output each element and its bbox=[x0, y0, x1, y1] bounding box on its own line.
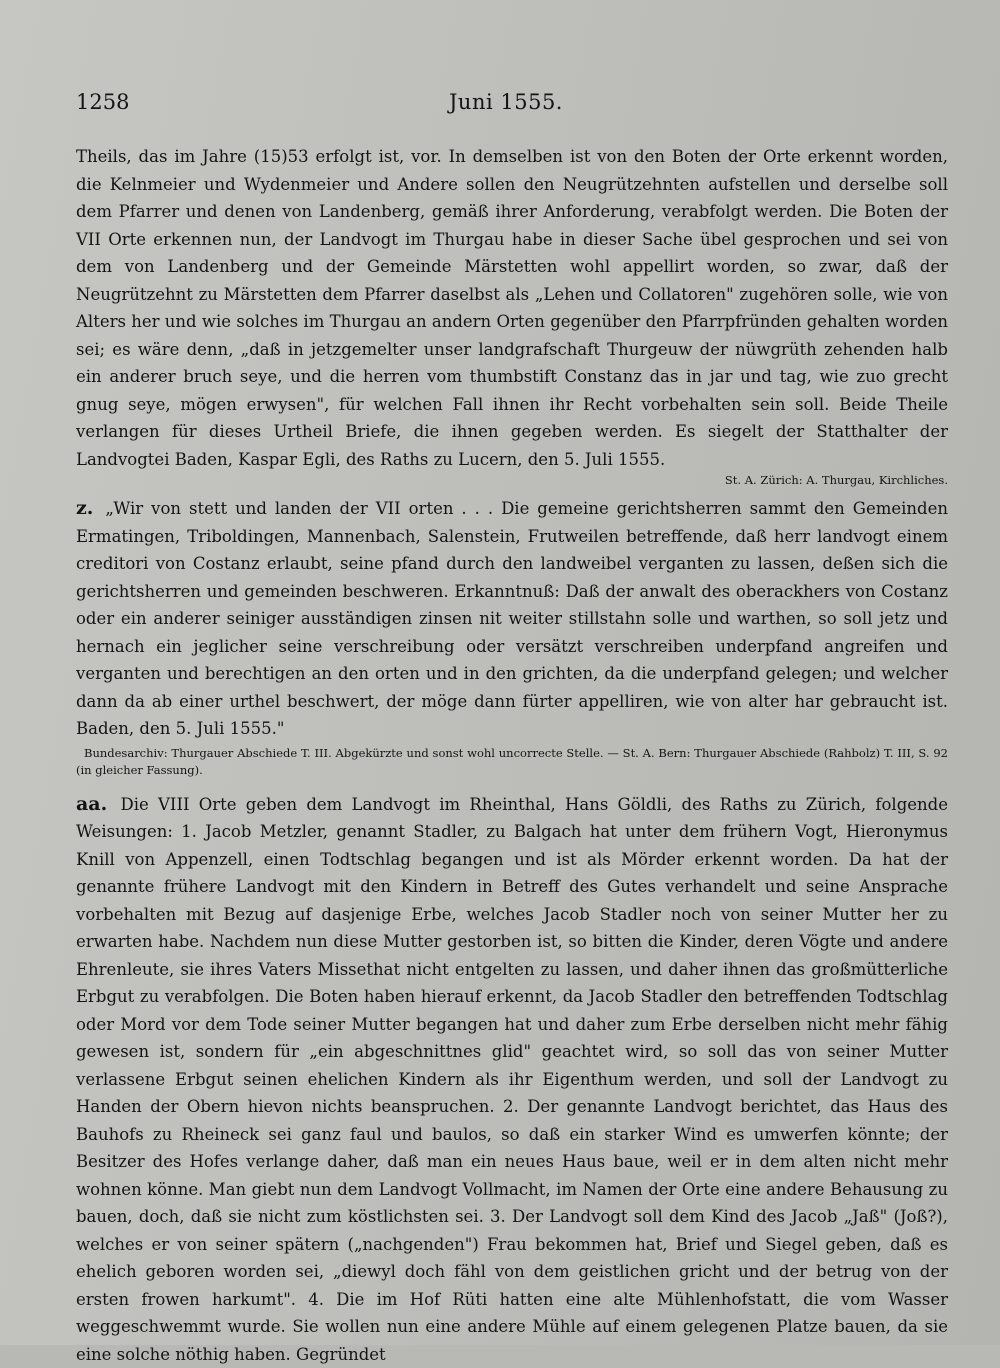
intro-citation: St. A. Zürich: A. Thurgau, Kirchliches. bbox=[76, 471, 948, 489]
section-aa bbox=[76, 791, 948, 1368]
body-text bbox=[76, 143, 948, 1368]
section-z-label: z. bbox=[76, 497, 93, 519]
section-z bbox=[76, 495, 948, 743]
page-number: 1258 bbox=[76, 90, 129, 114]
intro-paragraph: Theils, das im Jahre (15)53 erfolgt ist, vor. In demselben ist von den Boten der Orte erkennt worden, die Kelnmeier und Wydenmeier und Andere sollen den Neugrützehnten aufstellen und derselbe soll dem Pfarrer und denen von Landenberg, gemäß ihrer Anforderung, verabfolgt werden. Die Boten der VII Orte erkennen nun, der Landvogt im Thurgau habe in dieser Sache übel gesprochen und sei von dem von Landenberg und der Gemeinde Märstetten wohl appellirt worden, so zwar, daß der Neugrützehnt zu Märstetten dem Pfarrer daselbst als „Lehen und Collatoren" zugehören solle, wie von Alters her und wie solches im Thurgau an andern Orten gegenüber den Pfarrpfründen gehalten worden sei; es wäre denn, „daß in jetzgemelter unser landgrafschaft Thurgeuw der nüwgrüth zehenden halb ein anderer bruch seye, und die herren vom thumbstift Constanz das in jar und tag, wie zuo grecht gnug seye, mögen erwysen", für welchen Fall ihnen ihr Recht vorbehalten sein soll. Beide Theile verlangen für dieses Urtheil Briefe, die ihnen gegeben werden. Es siegelt der Statthalter der Landvogtei Baden, Kaspar Egli, des Raths zu Lucern, den 5. Juli 1555. bbox=[76, 143, 948, 473]
page-header bbox=[76, 90, 936, 120]
section-z-text: „Wir von stett und landen der VII orten . . . Die gemeine gerichtsherren sammt den Gemeinden Ermatingen, Triboldingen, Mannenbach, Salenstein, Frutweilen betreffende, daß herr landvogt einem creditori von Costanz erlaubt, seine pfand durch den landweibel verganten zu lassen, deßen sich die gerichtsherren und gemeinden beschweren. Erkanntnuß: Daß der anwalt des oberackhers von Costanz oder ein anderer seiniger ausständigen zinsen nit weiter stillstahn solle und warthen, so soll jetz und hernach ein jeglicher seine verschreibung oder versätzt verschreiben underpfand angreifen und verganten und berechtigen an den orten und in den grichten, da die underpfand gelegen; und welcher dann da ab einer urthel beschwert, der möge dann fürter appelliren, wie von alter har gebraucht ist. Baden, den 5. Juli 1555." bbox=[76, 499, 948, 738]
section-z-source: Bundesarchiv: Thurgauer Abschiede T. III. Abgekürzte und sonst wohl uncorrecte Stelle. — St. A. Bern: Thurgauer Abschiede (Rahbolz) T. III, S. 92 (in gleicher Fassung). bbox=[76, 745, 948, 779]
running-head: Juni 1555. bbox=[76, 90, 936, 114]
section-aa-label: aa. bbox=[76, 793, 107, 815]
section-aa-text: Die VIII Orte geben dem Landvogt im Rheinthal, Hans Göldli, des Raths zu Zürich, folgende Weisungen: 1. Jacob Metzler, genannt Stadler, zu Balgach hat unter dem frühern Vogt, Hieronymus Knill von Appenzell, einen Todtschlag begangen und ist als Mörder erkennt worden. Da hat der genannte frühere Landvogt mit den Kindern in Betreff des Gutes verhandelt und seine Ansprache vorbehalten mit Bezug auf dasjenige Erbe, welches Jacob Stadler noch von seiner Mutter her zu erwarten habe. Nachdem nun diese Mutter gestorben ist, so bitten die Kinder, deren Vögte und andere Ehrenleute, sie ihres Vaters Missethat nicht entgelten zu lassen, und daher ihnen das großmütterliche Erbgut zu verabfolgen. Die Boten haben hierauf erkennt, da Jacob Stadler den betreffenden Todtschlag oder Mord vor dem Tode seiner Mutter begangen hat und daher zum Erbe derselben nicht mehr fähig gewesen ist, sondern für „ein abgeschnittnes glid" geachtet wird, so soll das von seiner Mutter verlassene Erbgut seinen ehelichen Kindern als ihr Eigenthum werden, und soll der Landvogt zu Handen der Obern hievon nichts beanspruchen. 2. Der genannte Landvogt berichtet, das Haus des Bauhofs zu Rheineck sei ganz faul und baulos, so daß ein starker Wind es umwerfen könnte; der Besitzer des Hofes verlange daher, daß man ein neues Haus baue, weil er in dem alten nicht mehr wohnen könne. Man giebt nun dem Landvogt Vollmacht, im Namen der Orte eine andere Behausung zu bauen, doch, daß sie nicht zum köstlichsten sei. 3. Der Landvogt soll dem Kind des Jacob „Jaß" (Joß?), welches er von seiner spätern („nachgenden") Frau bekommen hat, Brief und Siegel geben, daß es ehelich geboren worden sei, „diewyl doch fähl von dem geistlichen gricht und der betrug von der ersten frowen harkumt". 4. Die im Hof Rüti hatten eine alte Mühlenhofstatt, die vom Wasser weggeschwemmt wurde. Sie wollen nun eine andere Mühle auf einem gelegenen Platze bauen, da sie eine solche nöthig haben. Gegründet bbox=[76, 795, 948, 1364]
